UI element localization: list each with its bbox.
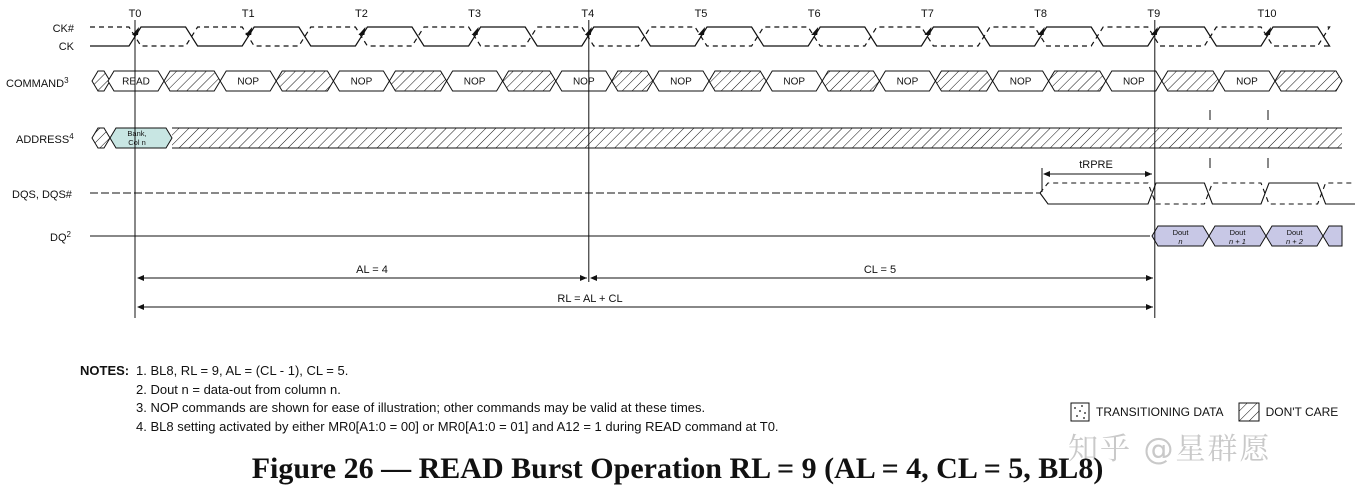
clock-label-t1: T1: [241, 8, 255, 20]
command-label: COMMAND$^3$: [6, 76, 69, 90]
command-dont-care: [389, 71, 446, 91]
rl-label: RL = AL + CL: [557, 293, 623, 305]
trpre-label: tRPRE: [1079, 159, 1113, 171]
note-4: 4. BL8 setting activated by either MR0[A1:0 = 00] or MR0[A1:0 = 01] and A12 = 1 during READ command at T0.: [136, 418, 779, 434]
transitioning-data-label: TRANSITIONING DATA: [1096, 405, 1224, 419]
clock-label-t6: T6: [807, 8, 821, 20]
address-label: ADDRESS$^4$: [16, 132, 74, 146]
clock-label-t3: T3: [468, 8, 482, 20]
note-3: 3. NOP commands are shown for ease of illustration; other commands may be valid at these times.: [136, 400, 706, 415]
command-text: NOP: [463, 76, 486, 88]
dqsn-wave: [1040, 183, 1355, 204]
ckn-wave: [90, 27, 1330, 46]
dont-care-swatch: [1238, 402, 1260, 422]
clock-edge-arrow: [1038, 27, 1045, 35]
command-text: NOP: [896, 76, 919, 88]
clock-edge-arrow: [698, 27, 705, 35]
dq-waveform: [90, 226, 1342, 246]
ck-label: CK: [58, 41, 74, 53]
watermark: 知乎 @星群愿: [1068, 432, 1272, 467]
address-line2: Col n: [128, 138, 146, 147]
command-dont-care: [1049, 71, 1106, 91]
command-dont-care: [164, 71, 220, 91]
legend: [1070, 402, 1338, 422]
clock-label-t10: T10: [1257, 8, 1277, 20]
notes-heading: NOTES:: [80, 363, 130, 378]
command-text: NOP: [237, 76, 260, 88]
transitioning-data-swatch: [1070, 402, 1090, 422]
clock-label-t2: T2: [354, 8, 368, 20]
notes-list: [136, 362, 1036, 436]
note-2: 2. Dout n = data-out from column n.: [136, 381, 341, 397]
dqs-label: DQS, DQS#: [12, 189, 72, 201]
dqs-wave: [1040, 183, 1355, 204]
clock-edge-arrow: [811, 27, 818, 35]
clock-edge-arrow: [472, 27, 479, 35]
dout-box-partial: [1323, 226, 1342, 246]
clock-edge-arrow: [1264, 27, 1271, 35]
command-dont-care: [935, 71, 992, 91]
dqs-waveform: [90, 183, 1355, 204]
ckn-label: CK#: [52, 23, 74, 35]
clock-label-t8: T8: [1034, 8, 1048, 20]
dout-label: Dout: [1172, 228, 1189, 237]
command-text: NOP: [1236, 76, 1258, 88]
clock-label-t4: T4: [581, 8, 595, 20]
clock-label-t5: T5: [694, 8, 708, 20]
command-dont-care: [612, 71, 653, 91]
address-line1: Bank,: [127, 129, 147, 138]
dout-sub: n + 1: [1229, 237, 1246, 246]
command-text: NOP: [350, 76, 373, 88]
clock-label-t7: T7: [920, 8, 934, 20]
command-dont-care: [822, 71, 879, 91]
dout-label: Dout: [1286, 228, 1303, 237]
al-label: AL = 4: [356, 264, 388, 276]
command-dont-care: [1275, 71, 1342, 91]
command-text: NOP: [783, 76, 806, 88]
note-1: 1. BL8, RL = 9, AL = (CL - 1), CL = 5.: [136, 363, 349, 378]
latency-dimensions: [138, 264, 1153, 307]
command-text: NOP: [1009, 76, 1032, 88]
dout-sub: n + 2: [1286, 237, 1303, 246]
address-hatch-left: [92, 128, 110, 148]
command-dont-care: [709, 71, 766, 91]
address-hatch: [172, 128, 1342, 148]
clock-label-t0: T0: [128, 8, 142, 20]
dq-label: $DQ^2$: [50, 230, 71, 244]
clock-labels: [129, 8, 1277, 20]
command-text: NOP: [1122, 76, 1145, 88]
trpre-dimension: [1042, 159, 1152, 192]
dout-sub: n: [1178, 237, 1183, 246]
figure-title: Figure 26 — READ Burst Operation RL = 9 (AL = 4, CL = 5, BL8): [251, 452, 1104, 485]
command-text: READ: [122, 76, 150, 88]
command-text: NOP: [670, 76, 692, 88]
command-hatch: [92, 71, 110, 91]
command-dont-care: [503, 71, 556, 91]
dont-care-label: DON'T CARE: [1265, 405, 1339, 419]
cl-label: CL = 5: [863, 264, 897, 276]
command-dont-care: [1162, 71, 1219, 91]
command-dont-care: [276, 71, 333, 91]
clock-waveforms: [90, 27, 1330, 46]
ck-wave: [90, 27, 1330, 46]
dout-label: Dout: [1229, 228, 1246, 237]
command-text: NOP: [572, 76, 595, 88]
clock-edge-arrow: [245, 27, 252, 35]
clock-label-t9: T9: [1147, 8, 1161, 20]
